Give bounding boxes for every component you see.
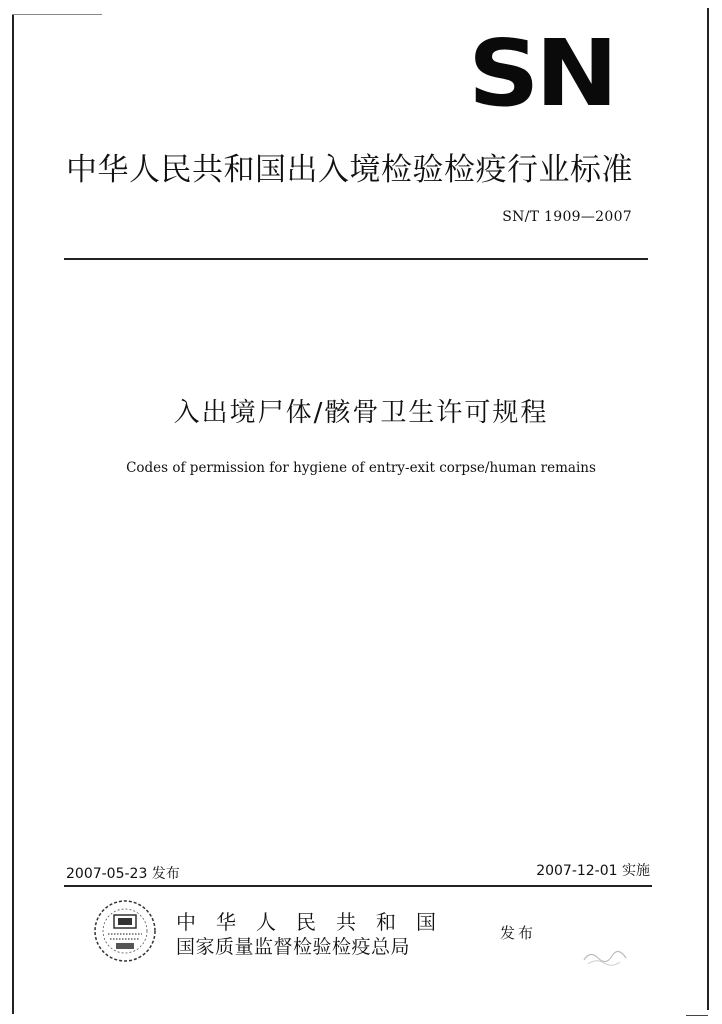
document-title-en: Codes of permission for hygiene of entry-exit corpse/human remains [126,460,596,476]
page-frame-top-tick [12,14,102,15]
standard-code: SN/T 1909—2007 [502,209,632,225]
issuer-agency: 国家质量监督检验检疫总局 [176,936,411,958]
scan-edge-mark [686,1015,708,1016]
page-frame-right [707,8,709,1010]
bottom-divider [64,885,652,887]
issuer-seal-icon [92,898,158,964]
issuer-block [176,910,496,960]
document-title-zh: 入出境尸体/骸骨卫生许可规程 [173,398,549,428]
scan-smudge-icon [580,946,630,968]
effective-date: 2007-12-01 实施 [536,863,650,879]
issue-action-label: 发布 [500,924,537,942]
sn-logo: SN [467,20,615,127]
org-title: 中华人民共和国出入境检验检疫行业标准 [66,152,633,188]
top-divider [64,258,648,260]
issuer-country: 中华人民共和国 [176,910,456,934]
page-frame-left [12,14,14,1014]
issue-date: 2007-05-23 发布 [66,866,180,882]
